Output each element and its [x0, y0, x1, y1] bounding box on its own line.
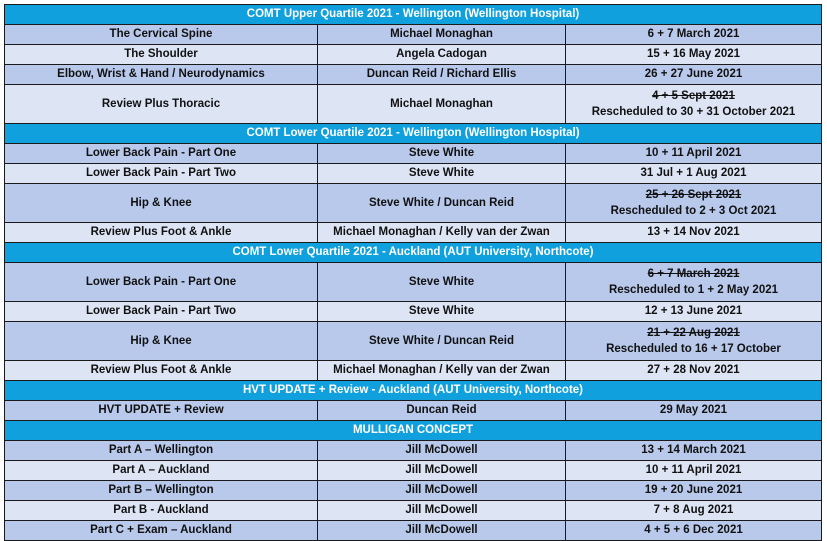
course-name-cell: Part A – Auckland [5, 461, 318, 481]
tutor-cell: Steve White / Duncan Reid [318, 322, 566, 361]
table-row [5, 25, 822, 45]
table-row [5, 45, 822, 65]
course-name-cell: Part B - Auckland [5, 501, 318, 521]
tutor-cell: Steve White [318, 263, 566, 302]
tutor-cell: Steve White [318, 144, 566, 164]
date-cell: 10 + 11 April 2021 [566, 144, 822, 164]
date-cell [566, 263, 822, 302]
tutor-cell: Michael Monaghan [318, 25, 566, 45]
rescheduled-date: Rescheduled to 1 + 2 May 2021 [608, 283, 779, 296]
section-title: COMT Lower Quartile 2021 - Auckland (AUT University, Northcote) [5, 243, 822, 263]
section-title: MULLIGAN CONCEPT [5, 421, 822, 441]
course-name-cell: Lower Back Pain - Part One [5, 144, 318, 164]
date-cell: 10 + 11 April 2021 [566, 461, 822, 481]
course-name-cell: Part C + Exam – Auckland [5, 521, 318, 541]
rescheduled-date: Rescheduled to 2 + 3 Oct 2021 [610, 204, 777, 217]
tutor-cell: Michael Monaghan / Kelly van der Zwan [318, 361, 566, 381]
course-name-cell: HVT UPDATE + Review [5, 401, 318, 421]
tutor-cell: Steve White [318, 164, 566, 184]
date-cell: 4 + 5 + 6 Dec 2021 [566, 521, 822, 541]
section-header-row [5, 124, 822, 144]
course-name-cell: Part A – Wellington [5, 441, 318, 461]
date-cell: 26 + 27 June 2021 [566, 65, 822, 85]
table-row [5, 401, 822, 421]
cancelled-date: 21 + 22 Aug 2021 [647, 326, 740, 339]
course-name-cell: Lower Back Pain - Part Two [5, 302, 318, 322]
course-name-cell: The Shoulder [5, 45, 318, 65]
date-cell [566, 184, 822, 223]
tutor-cell: Jill McDowell [318, 521, 566, 541]
tutor-cell: Steve White / Duncan Reid [318, 184, 566, 223]
course-name-cell: Review Plus Foot & Ankle [5, 361, 318, 381]
table-row [5, 164, 822, 184]
course-name-cell: Lower Back Pain - Part Two [5, 164, 318, 184]
table-row [5, 481, 822, 501]
date-cell: 15 + 16 May 2021 [566, 45, 822, 65]
tutor-cell: Michael Monaghan [318, 85, 566, 124]
tutor-cell: Angela Cadogan [318, 45, 566, 65]
course-name-cell: Hip & Knee [5, 184, 318, 223]
rescheduled-date: Rescheduled to 30 + 31 October 2021 [591, 105, 796, 118]
date-cell: 29 May 2021 [566, 401, 822, 421]
section-title: COMT Lower Quartile 2021 - Wellington (Wellington Hospital) [5, 124, 822, 144]
date-cell: 12 + 13 June 2021 [566, 302, 822, 322]
table-row [5, 144, 822, 164]
section-header-row [5, 381, 822, 401]
tutor-cell: Duncan Reid [318, 401, 566, 421]
course-schedule-table [4, 4, 822, 541]
section-header-row [5, 421, 822, 441]
table-row [5, 263, 822, 302]
table-row [5, 223, 822, 243]
table-row [5, 65, 822, 85]
tutor-cell: Michael Monaghan / Kelly van der Zwan [318, 223, 566, 243]
course-name-cell: The Cervical Spine [5, 25, 318, 45]
tutor-cell: Jill McDowell [318, 441, 566, 461]
table-row [5, 361, 822, 381]
tutor-cell: Jill McDowell [318, 501, 566, 521]
course-name-cell: Part B – Wellington [5, 481, 318, 501]
section-header-row [5, 5, 822, 25]
section-title: COMT Upper Quartile 2021 - Wellington (Wellington Hospital) [5, 5, 822, 25]
tutor-cell: Steve White [318, 302, 566, 322]
course-name-cell: Review Plus Foot & Ankle [5, 223, 318, 243]
section-header-row [5, 243, 822, 263]
date-cell [566, 85, 822, 124]
table-row [5, 184, 822, 223]
table-row [5, 461, 822, 481]
date-cell [566, 322, 822, 361]
cancelled-date: 25 + 26 Sept 2021 [645, 188, 742, 201]
table-row [5, 85, 822, 124]
table-row [5, 441, 822, 461]
course-name-cell: Elbow, Wrist & Hand / Neurodynamics [5, 65, 318, 85]
date-cell: 31 Jul + 1 Aug 2021 [566, 164, 822, 184]
course-name-cell: Hip & Knee [5, 322, 318, 361]
section-title: HVT UPDATE + Review - Auckland (AUT University, Northcote) [5, 381, 822, 401]
date-cell: 13 + 14 Nov 2021 [566, 223, 822, 243]
rescheduled-date: Rescheduled to 16 + 17 October [606, 342, 781, 355]
course-name-cell: Review Plus Thoracic [5, 85, 318, 124]
tutor-cell: Jill McDowell [318, 481, 566, 501]
date-cell: 27 + 28 Nov 2021 [566, 361, 822, 381]
date-cell: 6 + 7 March 2021 [566, 25, 822, 45]
course-name-cell: Lower Back Pain - Part One [5, 263, 318, 302]
date-cell: 7 + 8 Aug 2021 [566, 501, 822, 521]
cancelled-date: 4 + 5 Sept 2021 [652, 89, 735, 102]
tutor-cell: Duncan Reid / Richard Ellis [318, 65, 566, 85]
table-row [5, 302, 822, 322]
table-row [5, 322, 822, 361]
cancelled-date: 6 + 7 March 2021 [647, 267, 740, 280]
tutor-cell: Jill McDowell [318, 461, 566, 481]
date-cell: 19 + 20 June 2021 [566, 481, 822, 501]
date-cell: 13 + 14 March 2021 [566, 441, 822, 461]
table-row [5, 501, 822, 521]
